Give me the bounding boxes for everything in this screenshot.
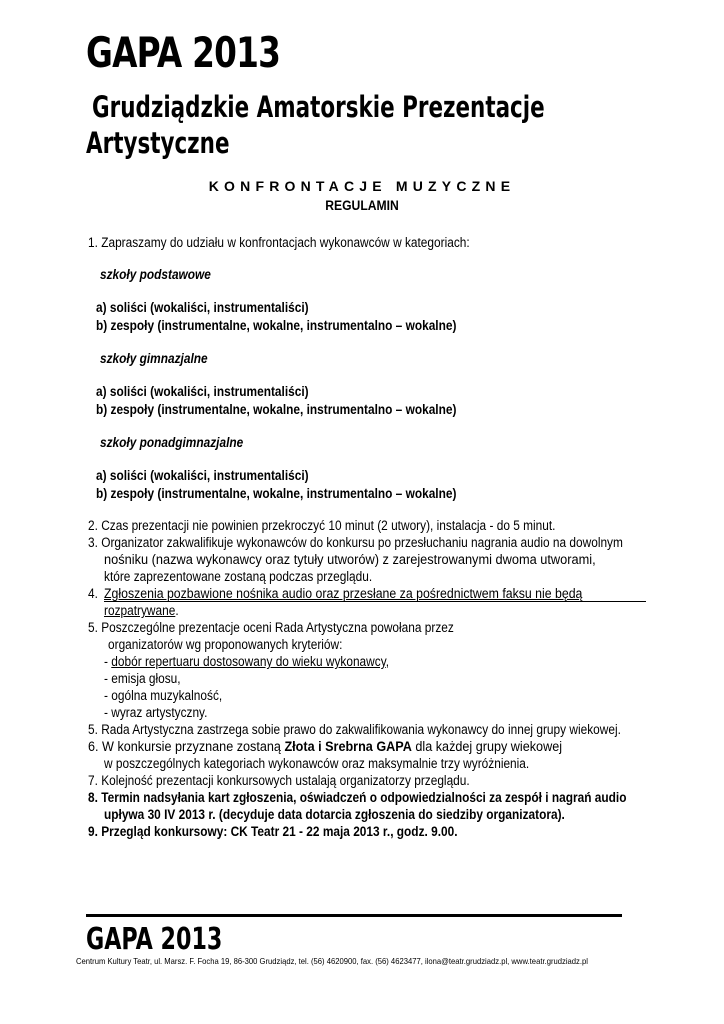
rule-1: 1. Zapraszamy do udziału w konfrontacjach wykonawców w kategoriach: [88,235,470,250]
category-middle-soloists: a) soliści (wokaliści, instrumentaliści) [96,384,309,399]
criterion-repertoire-group [104,654,389,669]
document-subtitle-line-1: Grudziądzkie Amatorskie Prezentacje [92,90,545,124]
rule-4-line-2-group [104,603,179,618]
rule-3-line-2: nośniku (nazwa wykonawcy oraz tytuły utworów) z zarejestrowanymi dwoma utworami, [104,552,596,567]
rule-8-line-1: 8. Termin nadsyłania kart zgłoszenia, oświadczeń o odpowiedzialności za zespół i nagrań audio [88,790,627,805]
rule-4-line-1: Zgłoszenia pozbawione nośnika audio oraz przesłane za pośrednictwem faksu nie będą [104,586,583,601]
category-primary-soloists: a) soliści (wokaliści, instrumentaliści) [96,300,309,315]
rule-2: 2. Czas prezentacji nie powinien przekroczyć 10 minut (2 utwory), instalacja - do 5 minut. [88,518,556,533]
criterion-voice-emission: - emisja głosu, [104,671,181,686]
category-primary-bands: b) zespoły (instrumentalne, wokalne, instrumentalno – wokalne) [96,318,457,333]
footer-divider [86,914,622,917]
rule-5-line-1: 5. Poszczególne prezentacje oceni Rada Artystyczna powołana przez [88,620,454,635]
criterion-dash: - [104,654,112,669]
rule-3-line-1: 3. Organizator zakwalifikuje wykonawców do konkursu po przesłuchaniu nagrania audio na dowolnym [88,535,623,550]
rule-9: 9. Przegląd konkursowy: CK Teatr 21 - 22 maja 2013 r., godz. 9.00. [88,824,458,839]
rule-6-text-c: dla każdej grupy wiekowej [411,739,563,754]
rule-6-line-1 [88,739,562,754]
document-title: GAPA 2013 [86,28,281,77]
rule-4-number: 4. [88,586,98,601]
section-heading: KONFRONTACJE MUZYCZNE [208,178,516,194]
criterion-comma: , [385,654,390,669]
footer-contact-info: Centrum Kultury Teatr, ul. Marsz. F. Focha 19, 86-300 Grudziądz, tel. (56) 4620900, fax. (56) 4623477, ilona@teatr.grudziadz.pl, www.teatr.grudziadz.pl [76,956,588,966]
category-middle-bands: b) zespoły (instrumentalne, wokalne, instrumentalno – wokalne) [96,402,457,417]
category-high-schools: szkoły ponadgimnazjalne [100,435,244,450]
rule-6-text-a: 6. W konkursie przyznane zostaną [88,739,285,754]
rule-8-line-2: upływa 30 IV 2013 r. (decyduje data dotarcia zgłoszenia do siedziby organizatora). [104,807,565,822]
section-subheading: REGULAMIN [325,198,399,213]
category-middle-schools: szkoły gimnazjalne [100,351,208,366]
rule-5b: 5. Rada Artystyczna zastrzega sobie prawo do zakwalifikowania wykonawcy do innej grupy wiekowej. [88,722,621,737]
rule-5-line-2: organizatorów wg proponowanych kryteriów: [108,637,343,652]
category-high-bands: b) zespoły (instrumentalne, wokalne, instrumentalno – wokalne) [96,486,457,501]
category-primary-schools: szkoły podstawowe [100,267,211,282]
criterion-repertoire: dobór repertuaru dostosowany do wieku wykonawcy [111,654,386,669]
criterion-musicality: - ogólna muzykalność, [104,688,223,703]
rule-4-line-2: rozpatrywane [104,603,176,618]
rule-6-awards: Złota i Srebrna GAPA [284,739,412,754]
rule-7: 7. Kolejność prezentacji konkursowych ustalają organizatorzy przeglądu. [88,773,470,788]
rule-6-line-2: w poszczególnych kategoriach wykonawców oraz maksymalnie trzy wyróżnienia. [104,756,530,771]
category-high-soloists: a) soliści (wokaliści, instrumentaliści) [96,468,309,483]
criterion-artistic-expression: - wyraz artystyczny. [104,705,208,720]
rule-4-period: . [175,603,179,618]
document-subtitle-line-2: Artystyczne [86,126,230,160]
rule-3-line-3: które zaprezentowane zostaną podczas przeglądu. [104,569,373,584]
footer-brand: GAPA 2013 [86,922,223,957]
rule-4-underline [104,601,646,602]
